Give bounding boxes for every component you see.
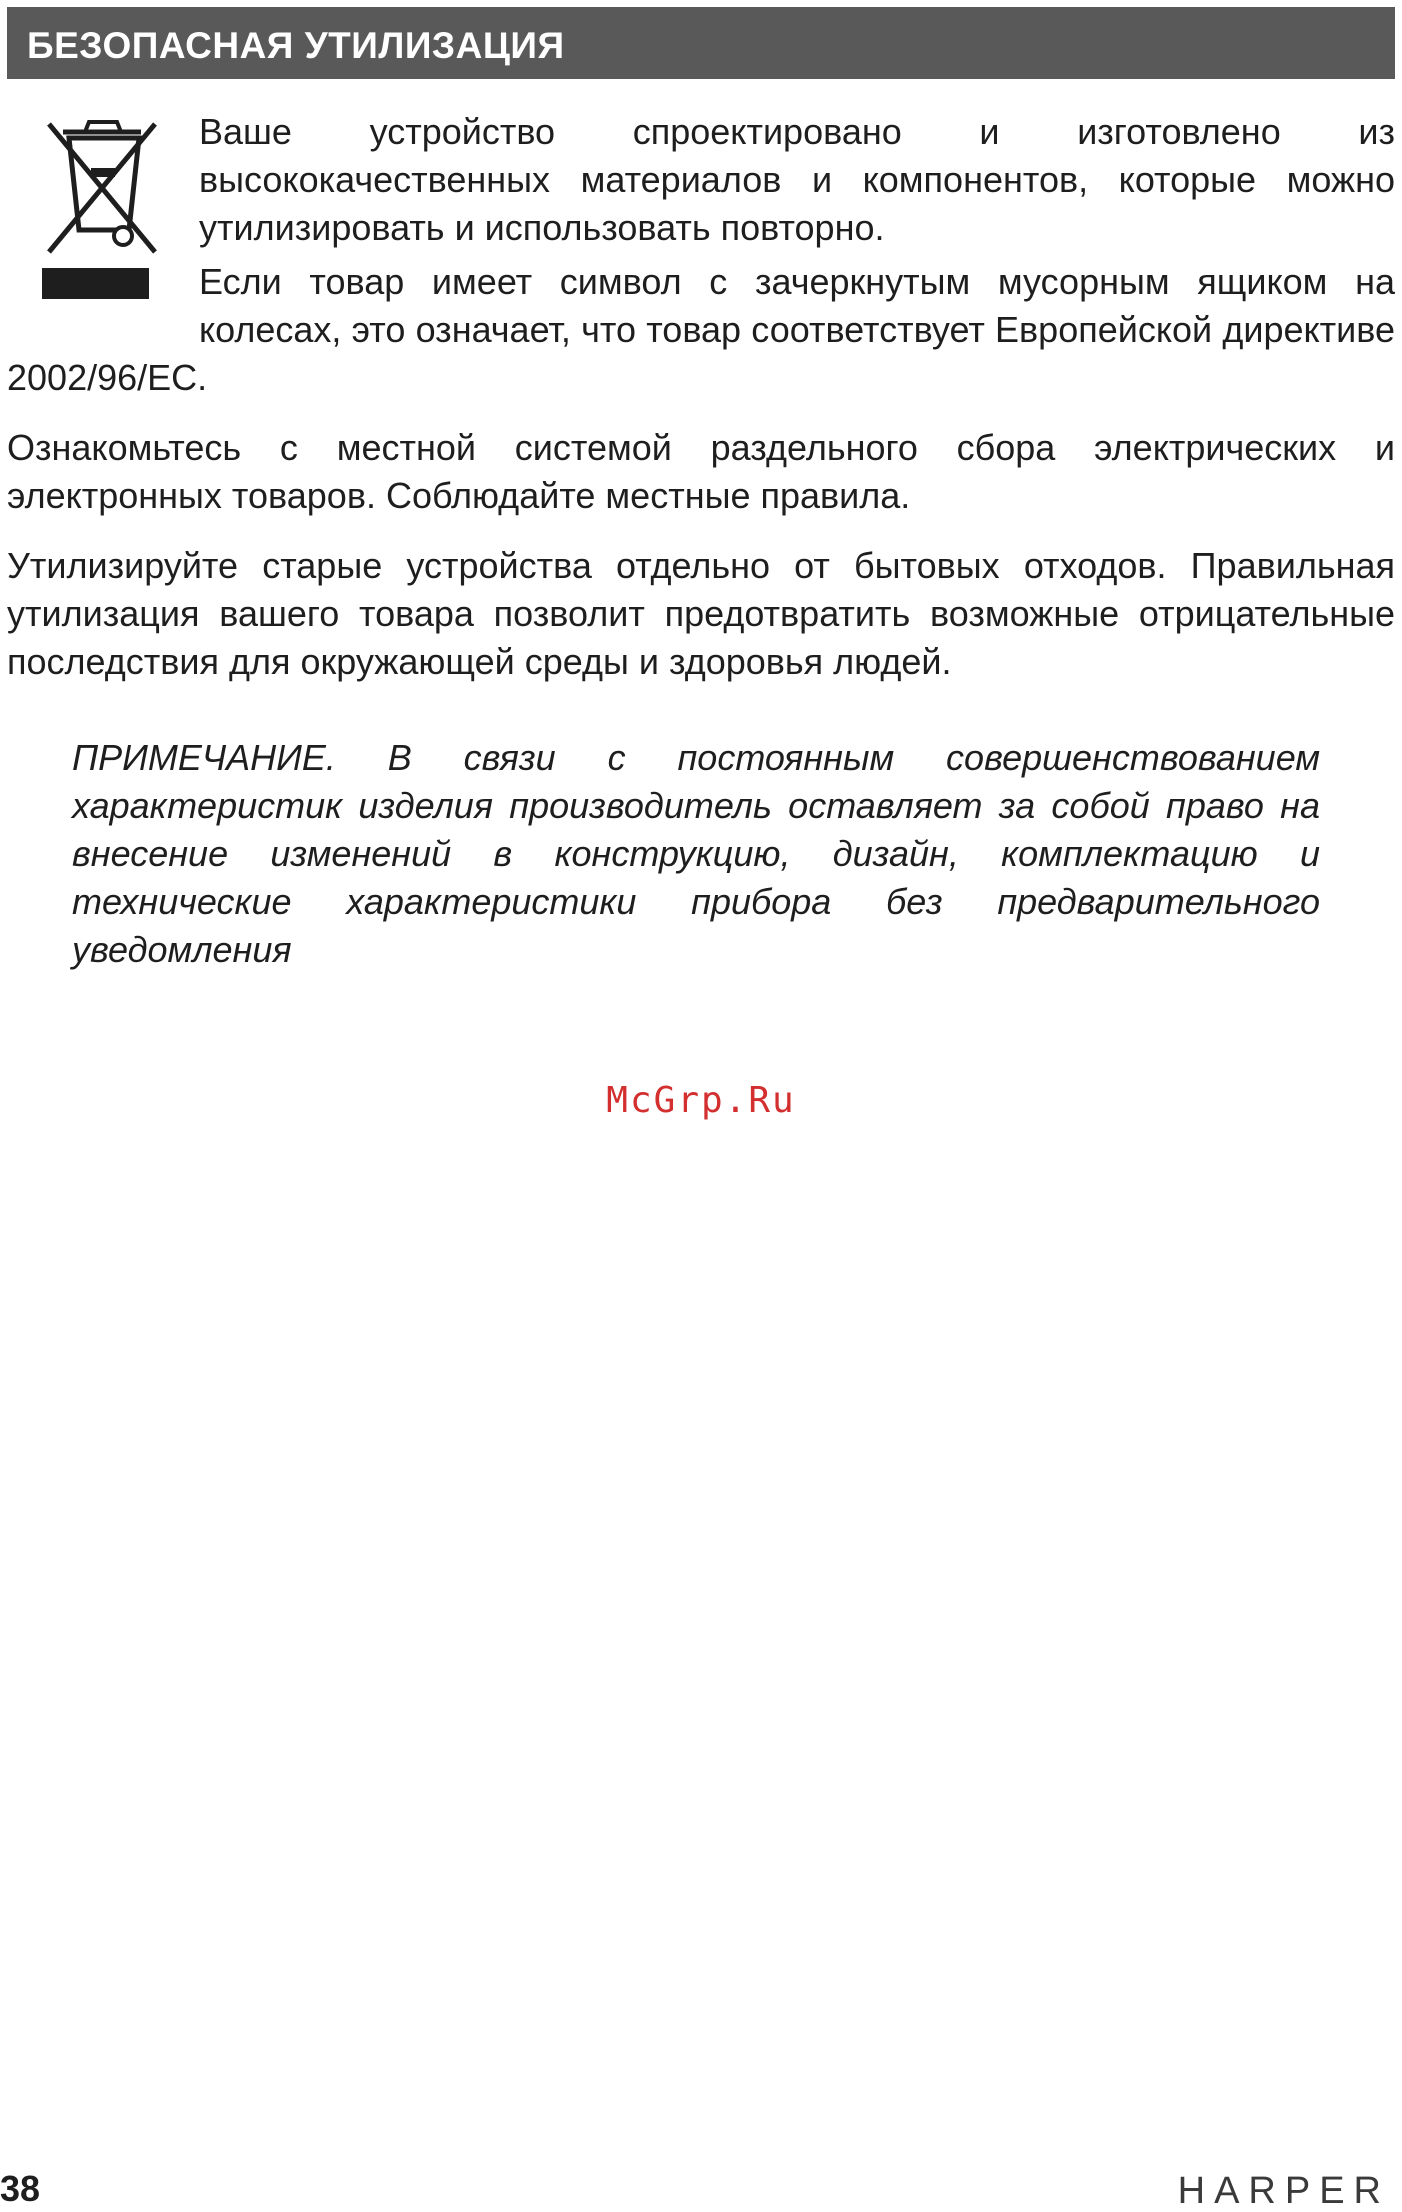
watermark: McGrp.Ru (606, 1080, 796, 1121)
section-title: БЕЗОПАСНАЯ УТИЛИЗАЦИЯ (27, 24, 565, 66)
paragraph-disposal: Утилизируйте старые устройства отдельно от бытовых отходов. Правильная утилизация вашего товара позволит предотвратить возможные отрицательные последствия для окружающей среды и здоровья людей. (7, 545, 1395, 682)
brand-logo: HARPER (1177, 2170, 1390, 2212)
paragraph-directive: Если товар имеет символ с зачеркнутым мусорным ящиком на колесах, это означает, что товар соответствует Европейской директиве 2002/96/EC. (7, 261, 1395, 398)
crossed-out-wheeled-bin-icon (27, 112, 179, 310)
bin-underline-bar (42, 268, 149, 299)
page-number: 38 (0, 2168, 41, 2209)
note-text: ПРИМЕЧАНИЕ. В связи с постоянным совершенствованием характеристик изделия производитель оставляет за собой право на внесение изменений в конструкцию, дизайн, комплектацию и технические характеристики прибора без предварительного уведомления (72, 737, 1320, 970)
main-content (7, 108, 1395, 708)
paragraph-materials: Ваше устройство спроектировано и изготовлено из высококачественных материалов и компонентов, которые можно утилизировать и использовать повторно. (199, 111, 1395, 248)
section-header (7, 7, 1395, 79)
paragraph-local-collection: Ознакомьтесь с местной системой раздельного сбора электрических и электронных товаров. Соблюдайте местные правила. (7, 427, 1395, 516)
